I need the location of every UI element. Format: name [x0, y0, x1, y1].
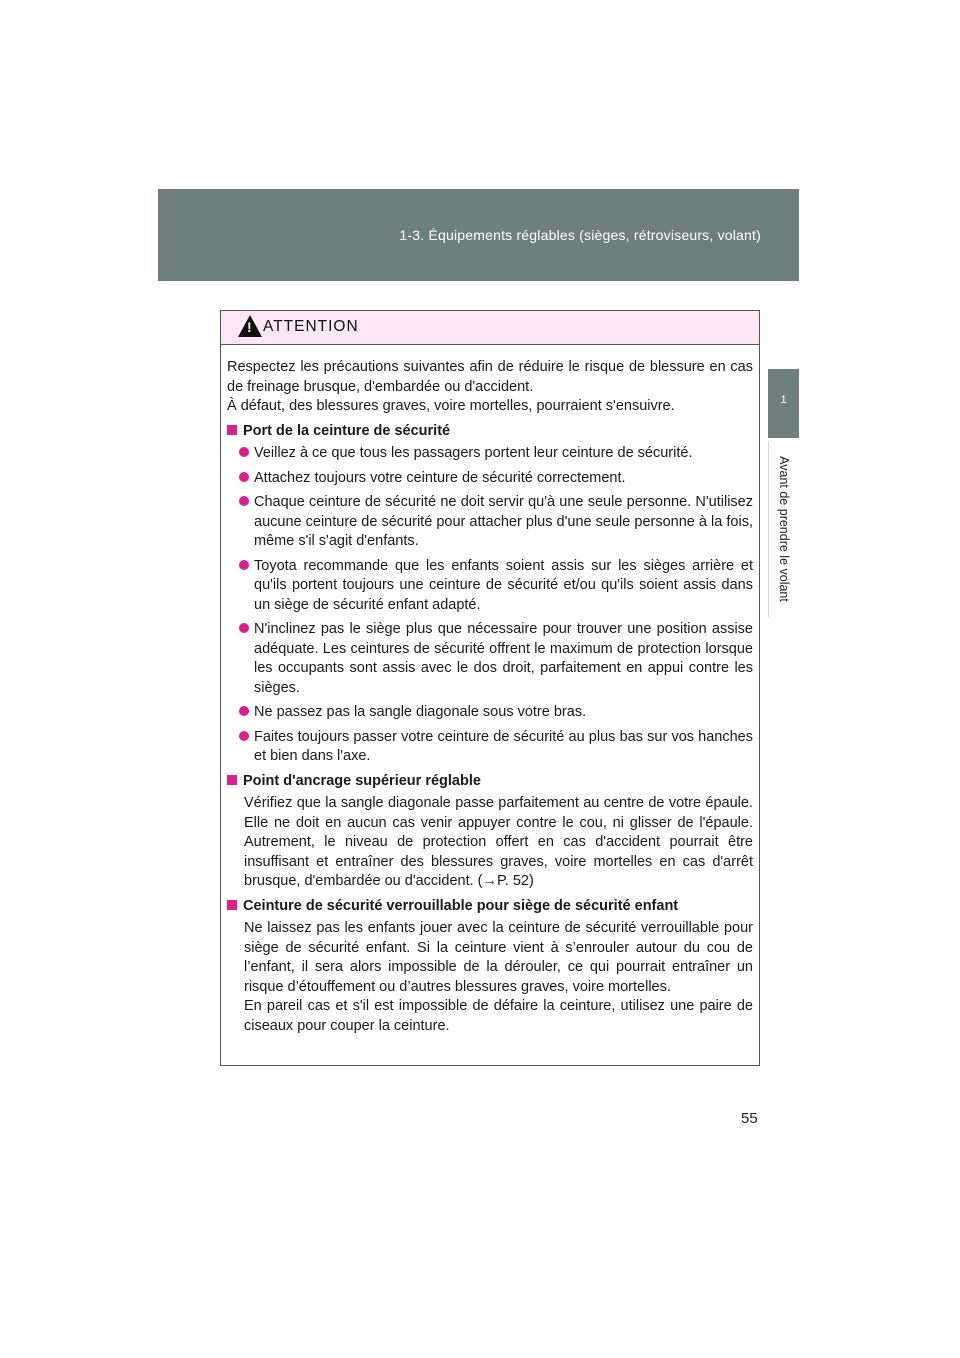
square-bullet-icon	[227, 425, 237, 435]
list-item: Faites toujours passer votre ceinture de sécurité au plus bas sur vos hanches et bien dans l'axe.	[239, 728, 753, 767]
warning-title: ATTENTION	[263, 318, 359, 335]
list-item: N'inclinez pas le siège plus que nécessaire pour trouver une position assise adéquate. Les ceintures de sécurité offrent le maximum de protection lorsque les occupants sont assis avec le dos droit, parfaitement en appui contre les sièges.	[239, 620, 753, 698]
warning-body	[221, 345, 759, 1036]
section-heading: Point d'ancrage supérieur réglable	[227, 772, 753, 792]
section-paragraph: En pareil cas et s'il est impossible de défaire la ceinture, utilisez une paire de ciseaux pour couper la ceinture.	[244, 998, 753, 1034]
warning-intro	[227, 358, 753, 417]
page-number: 55	[741, 1110, 758, 1127]
side-tab-label	[768, 441, 799, 617]
section-lockable-belt	[227, 897, 753, 1037]
section-paragraph: Vérifiez que la sangle diagonale passe parfaitement au centre de votre épaule. Elle ne doit en aucun cas venir appuyer contre le cou, ni glisser de l'épaule. Autrement, le niveau de protection offert en cas d'accident pourrait être insuffisant et entraîner des blessures graves, voire mortelles en cas d'arrêt brusque, d'embardée ou d'accident. (→P. 52)	[244, 795, 753, 889]
section-seatbelt-wearing	[227, 422, 753, 767]
chapter-title: 1-3. Équipements réglables (sièges, rétroviseurs, volant)	[399, 227, 761, 243]
square-bullet-icon	[227, 900, 237, 910]
list-item: Chaque ceinture de sécurité ne doit servir qu'à une seule personne. N'utilisez aucune ceinture de sécurité pour attacher plus d'une seule personne à la fois, même s'il s'agit d'enfants.	[239, 493, 753, 552]
square-bullet-icon	[227, 775, 237, 785]
chapter-header-band	[158, 189, 799, 281]
list-item: Toyota recommande que les enfants soient assis sur les sièges arrière et qu'ils portent toujours une ceinture de sécurité et/ou qu'ils soient assis dans un siège de sécurité enfant adapté.	[239, 557, 753, 616]
side-tab-number	[768, 369, 799, 438]
side-tab-number-text: 1	[780, 394, 787, 406]
circle-bullet-icon	[239, 496, 249, 506]
section-heading: Port de la ceinture de sécurité	[227, 422, 753, 442]
circle-bullet-icon	[239, 623, 249, 633]
circle-bullet-icon	[239, 731, 249, 741]
section-upper-anchor	[227, 772, 753, 892]
section-paragraph: Ne laissez pas les enfants jouer avec la ceinture de sécurité verrouillable pour siège de sécurité enfant. Si la ceinture vient à s’enrouler autour du cou de l’enfant, il sera alors impossible de la dérouler, ce qui pourrait entraîner un risque d’étouffement ou d’autres blessures graves, voire mortelles.	[244, 920, 753, 995]
side-tab-label-text: Avant de prendre le volant	[776, 456, 791, 602]
circle-bullet-icon	[239, 560, 249, 570]
list-item: Ne passez pas la sangle diagonale sous votre bras.	[239, 703, 753, 723]
intro-line: Respectez les précautions suivantes afin de réduire le risque de blessure en cas de freinage brusque, d'embardée ou d'accident.	[227, 359, 753, 395]
circle-bullet-icon	[239, 472, 249, 482]
list-item: Attachez toujours votre ceinture de sécurité correctement.	[239, 469, 753, 489]
warning-header	[221, 311, 759, 345]
circle-bullet-icon	[239, 447, 249, 457]
warning-triangle-icon	[238, 315, 262, 337]
section-heading: Ceinture de sécurité verrouillable pour siège de sécurité enfant	[227, 897, 753, 917]
intro-line: À défaut, des blessures graves, voire mortelles, pourraient s'ensuivre.	[227, 398, 675, 414]
warning-box	[220, 310, 760, 1066]
list-item: Veillez à ce que tous les passagers portent leur ceinture de sécurité.	[239, 444, 753, 464]
circle-bullet-icon	[239, 706, 249, 716]
